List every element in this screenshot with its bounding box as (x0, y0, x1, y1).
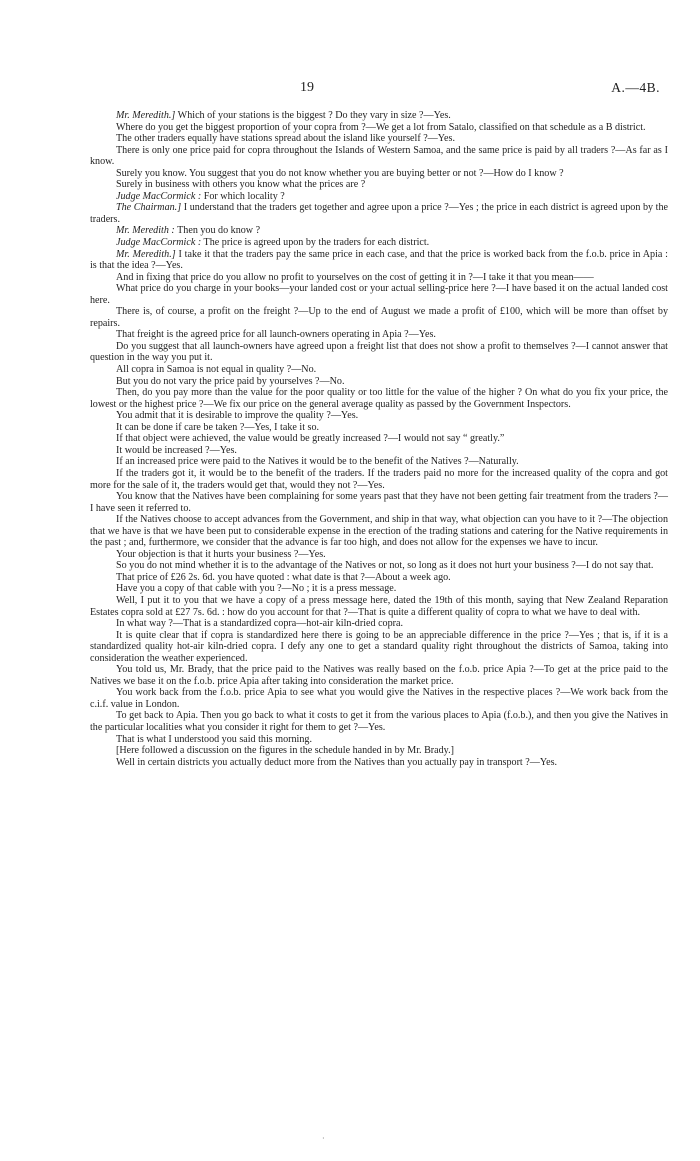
paragraph-text: Then you do know ? (174, 225, 261, 237)
paragraph (90, 572, 668, 584)
document-reference: A.—4B. (611, 80, 660, 95)
paragraph (90, 757, 668, 769)
paragraph (90, 376, 668, 388)
paragraph-text: What price do you charge in your books—your landed cost or your actual selling-price here ?—I have based it on the actual landed cost here. (90, 283, 668, 306)
paragraph-text: The other traders equally have stations spread about the island like yourself ?—Yes. (116, 133, 455, 145)
paragraph-text: If the Natives choose to accept advances from the Government, and ship in that way, what objection can you have to it ?—The objection that we have is that we have been put to considerable expense in the erection of the trading stations and catering for the Native requirements in the past ; and, furthermore, we consider that the advance is far too high, and does not allow for the expenses we have to incur. (90, 514, 668, 549)
paragraph-text: You know that the Natives have been complaining for some years past that they have not been getting fair treatment from the traders ?—I have seen it referred to. (90, 491, 669, 514)
paragraph (90, 422, 668, 434)
paragraph (90, 145, 668, 168)
paragraph (90, 110, 668, 122)
paragraph (90, 595, 668, 618)
paragraph (90, 249, 668, 272)
paragraph (90, 745, 668, 757)
paragraph-text: That is what I understood you said this morning. (116, 733, 312, 745)
paragraph-text: That price of £26 2s. 6d. you have quoted : what date is that ?—About a week ago. (116, 571, 451, 583)
paragraph-text: That freight is the agreed price for all launch-owners operating in Apia ?—Yes. (116, 329, 436, 341)
speaker-name: Judge MacCormick : (116, 190, 202, 202)
paragraph-text: Surely in business with others you know what the prices are ? (116, 179, 366, 191)
paragraph (90, 456, 668, 468)
speaker-name: Mr. Meredith.] (116, 248, 176, 260)
paragraph-text: Do you suggest that all launch-owners have agreed upon a freight list that does not show a profit to themselves ?—I cannot answer that question in the way you put it. (90, 340, 668, 364)
paragraph-text: Where do you get the biggest proportion of your copra from ?—We get a lot from Satalo, classified on that schedule as a B district. (116, 121, 646, 133)
speaker-name: The Chairman.] (116, 202, 182, 214)
paragraph-text: If that object were achieved, the value would be greatly increased ?—I would not say “ greatly.” (116, 433, 505, 445)
paragraph (90, 341, 668, 364)
paragraph-text: You told us, Mr. Brady, that the price paid to the Natives was really based on the f.o.b. price Apia ?—To get at the price paid to the Natives we base it on the f.o.b. price Apia after taking into consideration the market price. (90, 664, 668, 687)
paragraph (90, 179, 668, 191)
paragraph-text: For which locality ? (201, 190, 285, 202)
paragraph-text: All copra in Samoa is not equal in quality ?—No. (116, 364, 317, 376)
paragraph (90, 583, 668, 595)
paragraph-text: It is quite clear that if copra is standardized here there is going to be an appreciable difference in the price ?—Yes ; that is, if it is a standardized quality hot-air kiln-dried copra. I defy any one to get a standard quality right throughout the districts of Samoa, taking into consideration the weather experienced. (90, 629, 668, 664)
paragraph (90, 272, 668, 284)
paragraph (90, 734, 668, 746)
paragraph-text: Well, I put it to you that we have a copy of a press message here, dated the 19th of this month, saying that New Zealand Reparation Estates copra sold at £27 7s. 6d. : how do you account for that ?—That is quite a different quality of copra to what we have to deal with. (90, 594, 668, 618)
paragraph-text: Then, do you pay more than the value for the poor quality or too little for the value of the higher ? On what do you fix your price, the lowest or the highest price ?—We fix our price on the general average quality as passed by the Government Inspectors. (90, 387, 668, 410)
paragraph-text: Which of your stations is the biggest ? Do they vary in size ?—Yes. (175, 110, 451, 121)
paragraph-text: Well in certain districts you actually deduct more from the Natives than you actually pay in transport ?—Yes. (116, 756, 558, 768)
paragraph-text: You admit that it is desirable to improve the quality ?—Yes. (116, 410, 359, 422)
paragraph (90, 387, 668, 410)
paragraph (90, 364, 668, 376)
paragraph (90, 306, 668, 329)
paragraph-text: There is only one price paid for copra throughout the Islands of Western Samoa, and the same price is paid by all traders ?—As far as I know. (90, 144, 668, 168)
paragraph (90, 514, 668, 549)
paragraph (90, 410, 668, 422)
speaker-name: Mr. Meredith : (116, 225, 175, 237)
paragraph (90, 687, 668, 710)
paragraph-text: If an increased price were paid to the Natives it would be to the benefit of the Natives ?—Naturally. (116, 456, 519, 468)
paragraph-text: So you do not mind whether it is to the advantage of the Natives or not, so long as it does not hurt your business ?—I do not say that. (116, 560, 654, 572)
paragraph-text: Surely you know. You suggest that you do not know whether you are buying better or not ?—How do I know ? (116, 167, 564, 179)
paragraph-text: [Here followed a discussion on the figures in the schedule handed in by Mr. Brady.] (116, 745, 454, 757)
speaker-name: Mr. Meredith.] (116, 110, 176, 121)
paragraph (90, 630, 668, 665)
paragraph-text: It can be done if care be taken ?—Yes, I take it so. (116, 421, 320, 433)
paragraph (90, 133, 668, 145)
paragraph (90, 191, 668, 203)
stray-mark: · (322, 1134, 325, 1143)
paragraph (90, 329, 668, 341)
paragraph-text: And in fixing that price do you allow no profit to yourselves on the cost of getting it in ?—I take it that you mean—— (116, 271, 594, 283)
paragraph (90, 433, 668, 445)
paragraph (90, 237, 668, 249)
paragraph-text: It would be increased ?—Yes. (116, 444, 237, 456)
paragraph-text: The price is agreed upon by the traders for each district. (201, 237, 430, 249)
paragraph (90, 122, 668, 134)
paragraph-text: If the traders got it, it would be to the benefit of the traders. If the traders paid no more for the increased quality of the copra and got more for the sale of it, the traders would get that, would they not ?—Yes. (90, 467, 668, 491)
paragraph-text: I understand that the traders get together and agree upon a price ?—Yes ; the price in each district is agreed upon by the traders. (90, 202, 668, 225)
paragraph-text: To get back to Apia. Then you go back to what it costs to get it from the various places to Apia (f.o.b.), and then you give the Natives in the particular localities what you consider it right for them to get ?—Yes. (90, 710, 668, 733)
speaker-name: Judge MacCormick : (116, 237, 202, 249)
paragraph (90, 549, 668, 561)
paragraph (90, 283, 668, 306)
paragraph-text: Your objection is that it hurts your business ?—Yes. (116, 548, 326, 560)
paragraph-text: Have you a copy of that cable with you ?—No ; it is a press message. (116, 583, 397, 595)
paragraph (90, 168, 668, 180)
document-body (90, 110, 668, 768)
paragraph (90, 710, 668, 733)
paragraph-text: You work back from the f.o.b. price Apia to see what you would give the Natives in the respective places ?—We work back from the c.i.f. value in London. (90, 687, 668, 710)
page-number: 19 (300, 80, 314, 95)
paragraph-text: In what way ?—That is a standardized copra—hot-air kiln-dried copra. (116, 618, 404, 630)
paragraph (90, 560, 668, 572)
paragraph-text: But you do not vary the price paid by yourselves ?—No. (116, 375, 345, 387)
paragraph-text: I take it that the traders pay the same price in each case, and that the price is worked back from the f.o.b. price in Apia : is that the idea ?—Yes. (90, 248, 668, 272)
paragraph (90, 202, 668, 225)
paragraph (90, 445, 668, 457)
paragraph (90, 468, 668, 491)
paragraph (90, 491, 668, 514)
paragraph-text: There is, of course, a profit on the freight ?—Up to the end of August we made a profit of £100, which will be more than offset by repairs. (90, 306, 668, 329)
paragraph (90, 618, 668, 630)
paragraph (90, 225, 668, 237)
paragraph (90, 664, 668, 687)
